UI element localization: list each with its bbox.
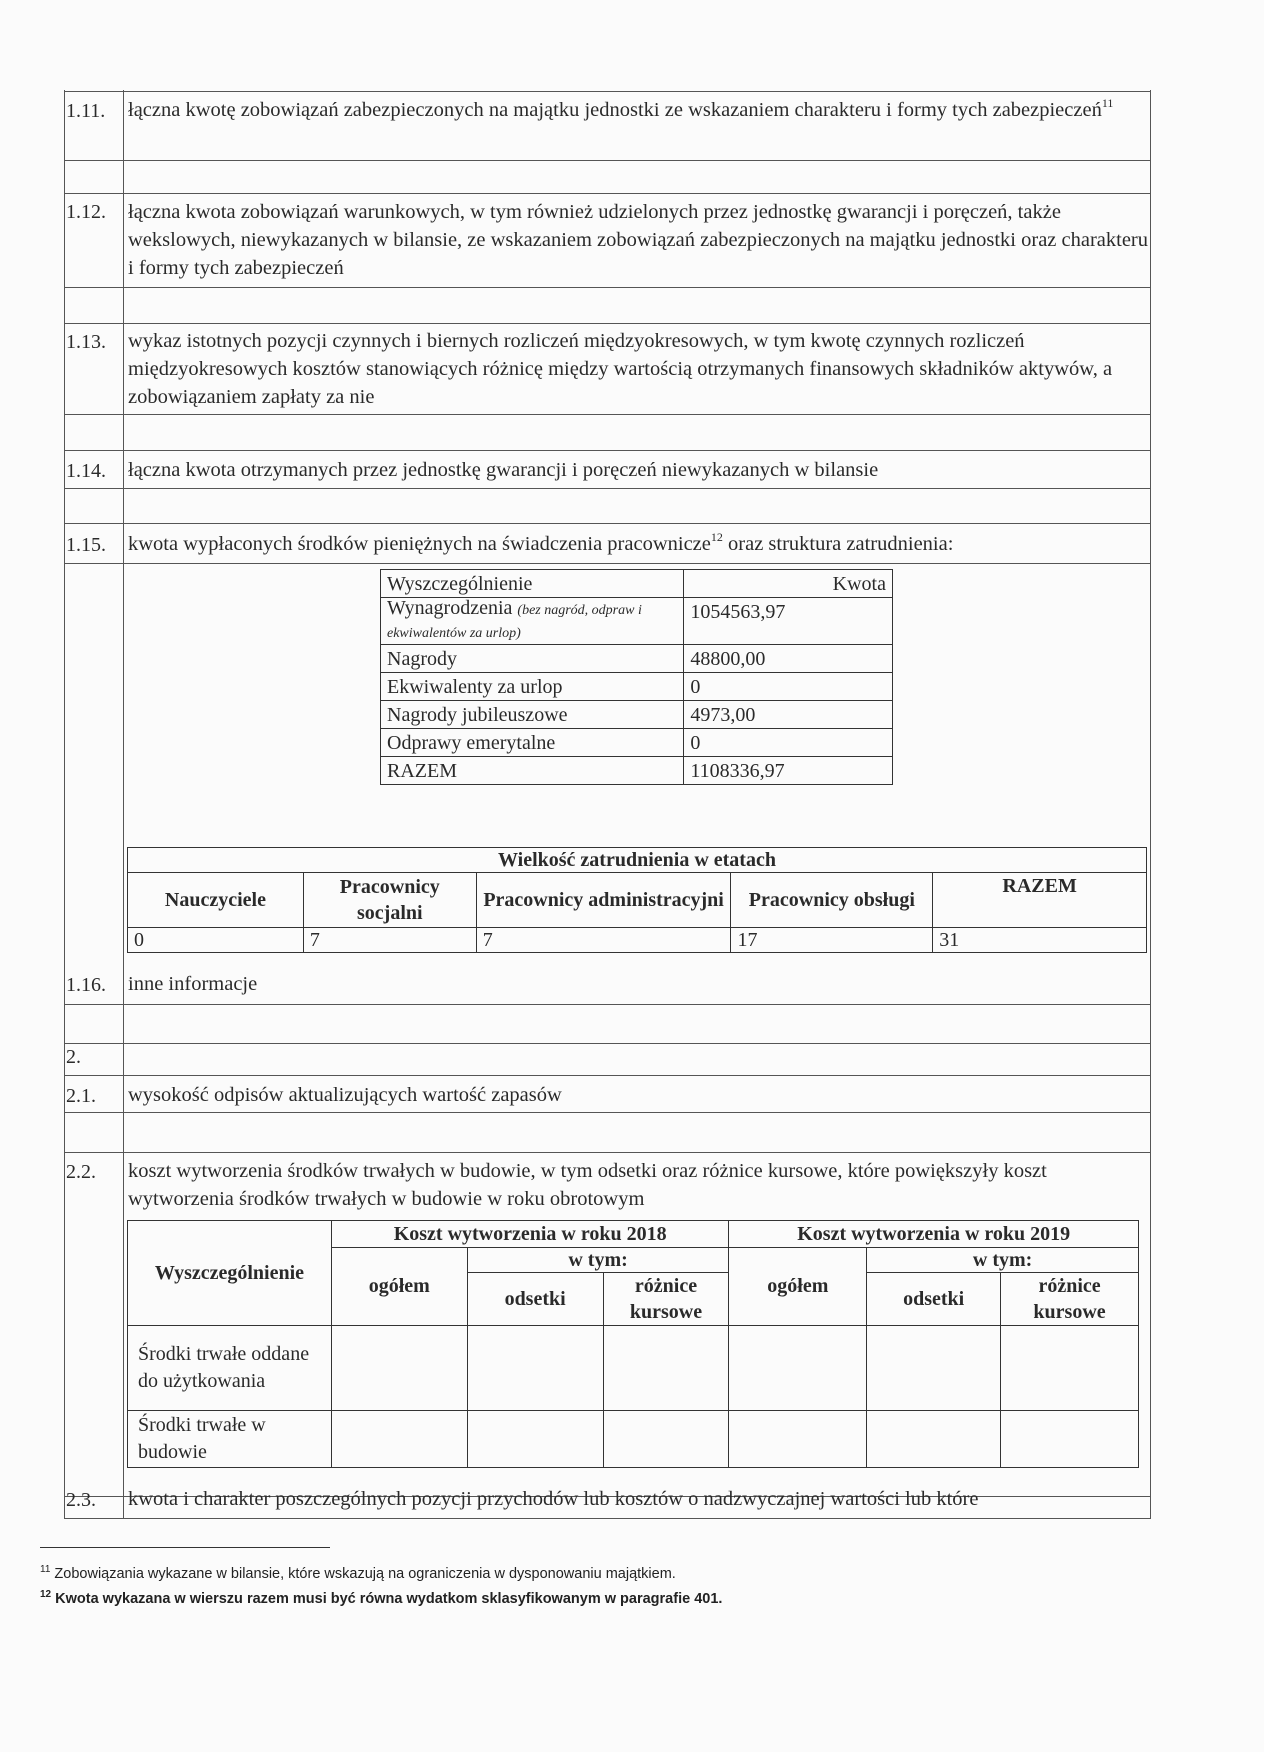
item-number: 1.14. (66, 460, 106, 482)
salary-header-item: Wyszczególnienie (381, 570, 684, 598)
cost-fx-2019: różnice kursowe (1001, 1273, 1139, 1326)
employment-header: Pracownicy socjalni (303, 873, 476, 928)
row-line (64, 563, 1151, 564)
item-number: 1.12. (66, 201, 106, 223)
cost-cell (1001, 1326, 1139, 1411)
row-line (64, 193, 1151, 194)
item-text: łączna kwota otrzymanych przez jednostkę gwarancji i poręczeń niewykazanych w bilansie (128, 459, 879, 481)
cost-cell (603, 1411, 729, 1468)
item-number: 1.11. (66, 100, 106, 122)
employment-value: 7 (476, 928, 731, 953)
row-line (64, 488, 1151, 489)
salary-row-note: (bez nagród, odpraw i ekwiwalentów za urlop) (387, 603, 642, 641)
salary-row-value: 4973,00 (684, 701, 893, 729)
cost-cell (331, 1411, 467, 1468)
cost-total-2018: ogółem (331, 1248, 467, 1326)
row-line (64, 1112, 1151, 1113)
item-text: łączna kwotę zobowiązań zabezpieczonych na majątku jednostki ze wskazaniem charakteru i formy tych zabezpieczeń$^{11}$ (128, 96, 1114, 121)
row-line (64, 523, 1151, 524)
employment-value: 17 (731, 928, 933, 953)
cost-cell (331, 1326, 467, 1411)
cost-year-2018: Koszt wytworzenia w roku 2018 (331, 1221, 729, 1248)
employment-value: 7 (303, 928, 476, 953)
row-line (64, 91, 1151, 92)
salary-header-amount: Kwota (684, 570, 893, 598)
row-line (64, 323, 1151, 324)
salary-row-label: Ekwiwalenty za urlop (381, 673, 684, 701)
cost-of-which-2018: w tym: (467, 1248, 729, 1273)
row-line (64, 287, 1151, 288)
item-number: 1.13. (66, 331, 106, 353)
cost-cell (603, 1326, 729, 1411)
cost-row-header: Wyszczególnienie (128, 1221, 332, 1326)
cost-cell (467, 1326, 603, 1411)
salary-table (380, 569, 893, 785)
item-number: 1.16. (66, 974, 106, 996)
item-text: koszt wytworzenia środków trwałych w budowie, w tym odsetki oraz różnice kursowe, które powiększyły koszt wytworzenia środków trwałych w budowie w roku obrotowym (128, 1160, 1047, 1210)
row-line (64, 1518, 1151, 1519)
salary-total-label: RAZEM (381, 757, 684, 785)
cost-row-label: Środki trwałe w budowie (128, 1411, 332, 1468)
item-text: kwota wypłaconych środków pieniężnych na świadczenia pracownicze$^{12}$ oraz struktura zatrudnienia: (128, 530, 954, 555)
construction-cost-table (127, 1220, 1139, 1468)
frame-number-column-line (123, 90, 124, 1518)
salary-total-value: 1108336,97 (684, 757, 893, 785)
row-line (64, 1152, 1151, 1153)
item-number: 2.2. (66, 1161, 96, 1183)
cost-cell (467, 1411, 603, 1468)
employment-title: Wielkość zatrudnienia w etatach (128, 848, 1147, 873)
row-line (64, 1004, 1151, 1005)
cost-cell (729, 1411, 867, 1468)
salary-row-label: Nagrody (381, 645, 684, 673)
row-line (64, 160, 1151, 161)
salary-row-label: Odprawy emerytalne (381, 729, 684, 757)
item-text: łączna kwota zobowiązań warunkowych, w tym również udzielonych przez jednostkę gwarancji i poręczeń, także wekslowych, niewykazanych w bilansie, ze wskazaniem zobowiązań zabezpieczonych na majątku jednostki oraz charakteru i formy tych zabezpieczeń (128, 201, 1149, 279)
cost-cell (1001, 1411, 1139, 1468)
employment-table (127, 847, 1147, 953)
frame-left-line (64, 90, 65, 1518)
cost-fx-2018: różnice kursowe (603, 1273, 729, 1326)
item-number: 2.3. (66, 1489, 96, 1511)
cost-cell (867, 1326, 1001, 1411)
salary-row-label: Nagrody jubileuszowe (381, 701, 684, 729)
salary-row-label: Wynagrodzenia (bez nagród, odpraw i ekwiwalentów za urlop) (381, 598, 684, 645)
cost-interest-2019: odsetki (867, 1273, 1001, 1326)
employment-value: 0 (128, 928, 304, 953)
cost-cell (729, 1326, 867, 1411)
salary-row-value: 0 (684, 729, 893, 757)
frame-right-line (1150, 90, 1151, 1518)
employment-header: Nauczyciele (128, 873, 304, 928)
salary-row-value: 48800,00 (684, 645, 893, 673)
item-text: inne informacje (128, 973, 258, 995)
footnote-rule (40, 1547, 330, 1548)
cost-interest-2018: odsetki (467, 1273, 603, 1326)
footnote: $^{12}$ Kwota wykazana w wierszu razem musi być równa wydatkom sklasyfikowanym w paragrafie 401. (40, 1589, 723, 1607)
row-line (64, 1075, 1151, 1076)
item-number: 2.1. (66, 1085, 96, 1107)
item-text: kwota i charakter poszczególnych pozycji przychodów lub kosztów o nadzwyczajnej wartości lub które (128, 1488, 979, 1510)
salary-row-value: 0 (684, 673, 893, 701)
cost-row-label: Środki trwałe oddane do użytkowania (128, 1326, 332, 1411)
item-number: 2. (66, 1046, 81, 1068)
cost-of-which-2019: w tym: (867, 1248, 1139, 1273)
footnote: $^{11}$ Zobowiązania wykazane w bilansie, które wskazują na ograniczenia w dysponowaniu majątkiem. (40, 1564, 676, 1582)
item-text: wysokość odpisów aktualizujących wartość zapasów (128, 1084, 562, 1106)
row-line (64, 450, 1151, 451)
employment-header: Pracownicy obsługi (731, 873, 933, 928)
cost-cell (867, 1411, 1001, 1468)
cost-total-2019: ogółem (729, 1248, 867, 1326)
salary-row-value: 1054563,97 (684, 598, 893, 645)
employment-value: 31 (933, 928, 1147, 953)
employment-header: RAZEM (933, 873, 1147, 928)
employment-header: Pracownicy administracyjni (476, 873, 731, 928)
item-number: 1.15. (66, 534, 106, 556)
item-text: wykaz istotnych pozycji czynnych i biernych rozliczeń międzyokresowych, w tym kwotę czynnych rozliczeń międzyokresowych kosztów stanowiących różnicę między wartością otrzymanych finansowych składników aktywów, a zobowiązaniem zapłaty za nie (128, 330, 1113, 408)
row-line (64, 1043, 1151, 1044)
cost-year-2019: Koszt wytworzenia w roku 2019 (729, 1221, 1139, 1248)
row-line (64, 414, 1151, 415)
